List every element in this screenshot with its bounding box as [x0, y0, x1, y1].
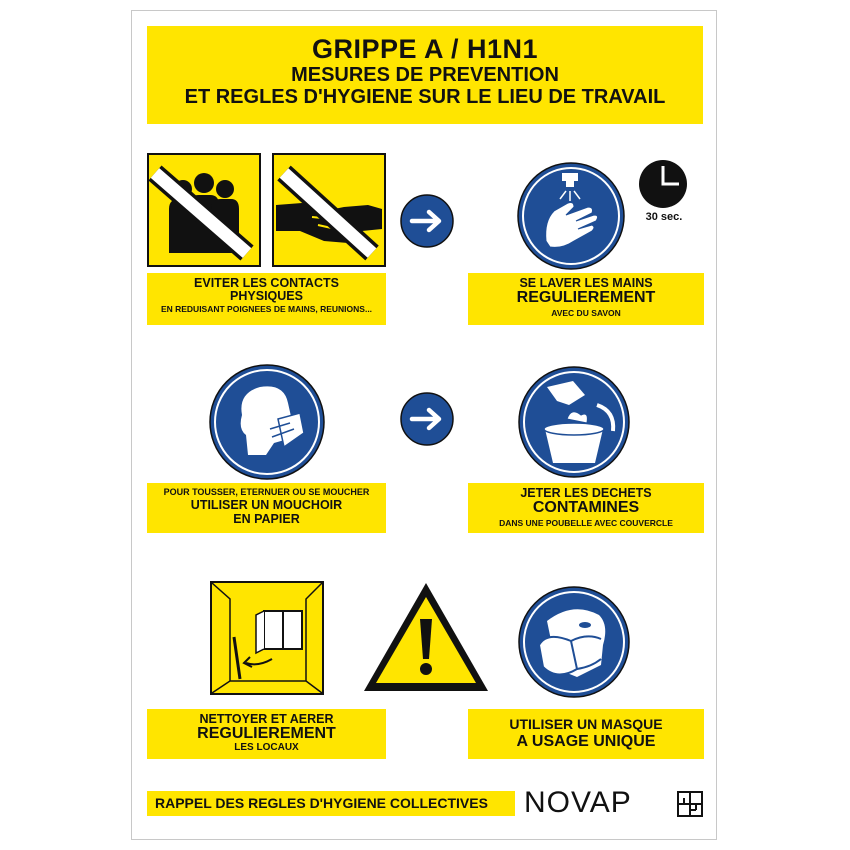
- tissue-line1: POUR TOUSSER, ETERNUER OU SE MOUCHER: [163, 487, 370, 497]
- arrow-right-icon-2: [399, 391, 455, 447]
- mask-label: [468, 709, 704, 759]
- mask-line1: UTILISER UN MASQUE: [509, 716, 663, 732]
- mask-line2: A USAGE UNIQUE: [516, 732, 656, 750]
- novap-logo-icon: [677, 791, 703, 817]
- waste-label: [468, 483, 704, 533]
- clean-line1: NETTOYER ET AERER: [199, 712, 334, 726]
- face-mask-icon: [517, 585, 631, 699]
- header-banner: [147, 26, 703, 124]
- window-ventilation-icon: [210, 581, 324, 695]
- wash-line3: AVEC DU SAVON: [551, 307, 621, 318]
- no-group-contact-icon: [147, 153, 261, 267]
- tissue-line2: UTILISER UN MOUCHOIR: [190, 498, 343, 513]
- footer-reminder: [147, 791, 515, 816]
- timer-label: 30 sec.: [645, 211, 683, 223]
- page-title: GRIPPE A / H1N1: [311, 34, 539, 64]
- contacts-line3: EN REDUISANT POIGNEES DE MAINS, REUNIONS...: [160, 304, 373, 315]
- wash-line2: REGULIEREMENT: [516, 289, 656, 307]
- waste-line2: CONTAMINES: [532, 499, 640, 517]
- footer-reminder-a: RAPPEL DES REGLES: [155, 795, 310, 811]
- tissue-label: [147, 483, 386, 533]
- trash-bin-icon: [517, 365, 631, 479]
- poster: [131, 10, 717, 840]
- footer-banner: [147, 791, 515, 816]
- nose-blowing-icon: [208, 363, 326, 481]
- wash-label: [468, 273, 704, 325]
- page-subtitle-1: MESURES DE PREVENTION: [291, 64, 559, 87]
- contacts-line1: EVITER LES CONTACTS: [194, 276, 339, 290]
- hand-washing-icon: [516, 161, 626, 271]
- waste-line1: JETER LES DECHETS: [520, 486, 652, 500]
- wash-line1: SE LAVER LES MAINS: [519, 276, 653, 290]
- clean-label: [147, 709, 386, 759]
- brand-name: NOVAP: [524, 786, 632, 819]
- footer-reminder-c: COLLECTIVES: [386, 795, 488, 811]
- contacts-line2: PHYSIQUES: [230, 289, 303, 304]
- contacts-label: [147, 273, 386, 325]
- tissue-line3: EN PAPIER: [233, 511, 300, 526]
- page-subtitle-2: ET REGLES D'HYGIENE SUR LE LIEU DE TRAVAIL: [184, 86, 666, 109]
- waste-line3: DANS UNE POUBELLE AVEC COUVERCLE: [499, 517, 673, 528]
- clean-line2: REGULIEREMENT: [197, 725, 336, 743]
- no-handshake-icon: [272, 153, 386, 267]
- clean-line3: LES LOCAUX: [234, 741, 299, 753]
- footer-reminder-b: D'HYGIENE: [309, 795, 387, 811]
- warning-icon: [360, 579, 492, 695]
- clock-icon: [637, 158, 689, 210]
- arrow-right-icon: [399, 193, 455, 249]
